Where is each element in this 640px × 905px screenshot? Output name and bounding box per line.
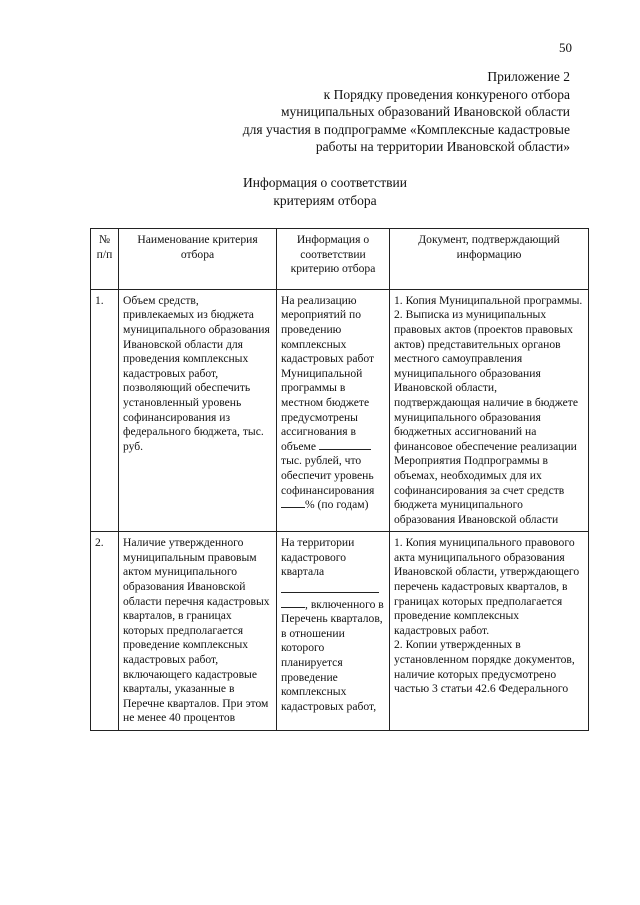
row-number: 1. xyxy=(91,289,119,532)
appendix-header xyxy=(100,68,570,156)
document-item: 1. Копия муниципального правового акта муниципального образования Ивановской области, утверждающего перечень кадастровых кварталов, в границах которых предполагается проведение комплексных кадастровых работ. xyxy=(394,536,580,637)
info-text: включенного в Перечень кварталов, в отношении которого планируется проведение комплексных кадастровых работ, xyxy=(281,597,384,713)
header-num: № п/п xyxy=(91,229,119,290)
info-text: На реализацию мероприятий по проведению комплексных кадастровых работ Муниципальной программы в местном бюджете предусмотрены ассигнования в объеме xyxy=(281,293,375,453)
document-item: 1. Копия Муниципальной программы. xyxy=(394,293,583,307)
row-info xyxy=(277,532,390,731)
title-line-1: Информация о соответствии xyxy=(243,175,407,190)
blank-line xyxy=(281,607,305,608)
document-item: 2. Выписка из муниципальных правовых актов (проектов правовых актов) представительных органов местного самоуправления муниципального образования Ивановской области, подтверждающая наличие в бюджете муниципального образования бюджетных ассигнований на финансовое обеспечение реализации Мероприятия Подпрограммы в объемах, необходимых для их софинансирования за счет средств бюджета муниципального образования Ивановской области xyxy=(394,308,578,526)
table-header-row xyxy=(91,229,589,290)
header-info: Информация о соответствии критерию отбора xyxy=(277,229,390,290)
appendix-line: к Порядку проведения конкуреного отбора xyxy=(323,86,570,102)
appendix-line: работы на территории Ивановской области» xyxy=(315,139,570,154)
appendix-line: муниципальных образований Ивановской области xyxy=(281,104,570,119)
row-criterion: Наличие утвержденного муниципальным правовым актом муниципального образования Ивановской области перечня кадастровых кварталов, в границах которых предполагается проведение комплексных кадастровых работ, включающего кадастровые кварталы, указанные в Перечне кварталов. При этом не менее 40 процентов xyxy=(119,532,277,731)
row-document xyxy=(390,289,589,532)
title-line-2: критериям отбора xyxy=(273,193,377,208)
appendix-line: для участия в подпрограмме «Комплексные кадастровые xyxy=(242,121,570,137)
row-info xyxy=(277,289,390,532)
table-row xyxy=(91,289,589,532)
table-row xyxy=(91,532,589,731)
info-text: тыс. рублей, что обеспечит уровень софинансирования xyxy=(281,454,375,497)
blank-line xyxy=(281,507,305,508)
document-item: 2. Копии утвержденных в установленном порядке документов, наличие которых предусмотрено частью 3 статьи 42.6 Федерального xyxy=(394,638,575,696)
document-title xyxy=(120,174,530,210)
blank-line xyxy=(281,580,379,593)
header-criterion: Наименование критерия отбора xyxy=(119,229,277,290)
blank-line xyxy=(319,449,371,450)
header-document: Документ, подтверждающий информацию xyxy=(390,229,589,290)
row-number: 2. xyxy=(91,532,119,731)
row-document xyxy=(390,532,589,731)
info-text: На территории кадастрового квартала xyxy=(281,536,355,579)
criteria-table xyxy=(90,228,589,731)
info-text: , xyxy=(305,597,308,611)
info-text: % (по годам) xyxy=(305,498,369,512)
row-criterion: Объем средств, привлекаемых из бюджета муниципального образования Ивановской области для проведения комплексных кадастровых работ, позволяющий обеспечить установленный уровень софинансирования из федерального бюджета, тыс. руб. xyxy=(119,289,277,532)
page-number: 50 xyxy=(559,40,572,55)
appendix-line: Приложение 2 xyxy=(487,69,570,84)
